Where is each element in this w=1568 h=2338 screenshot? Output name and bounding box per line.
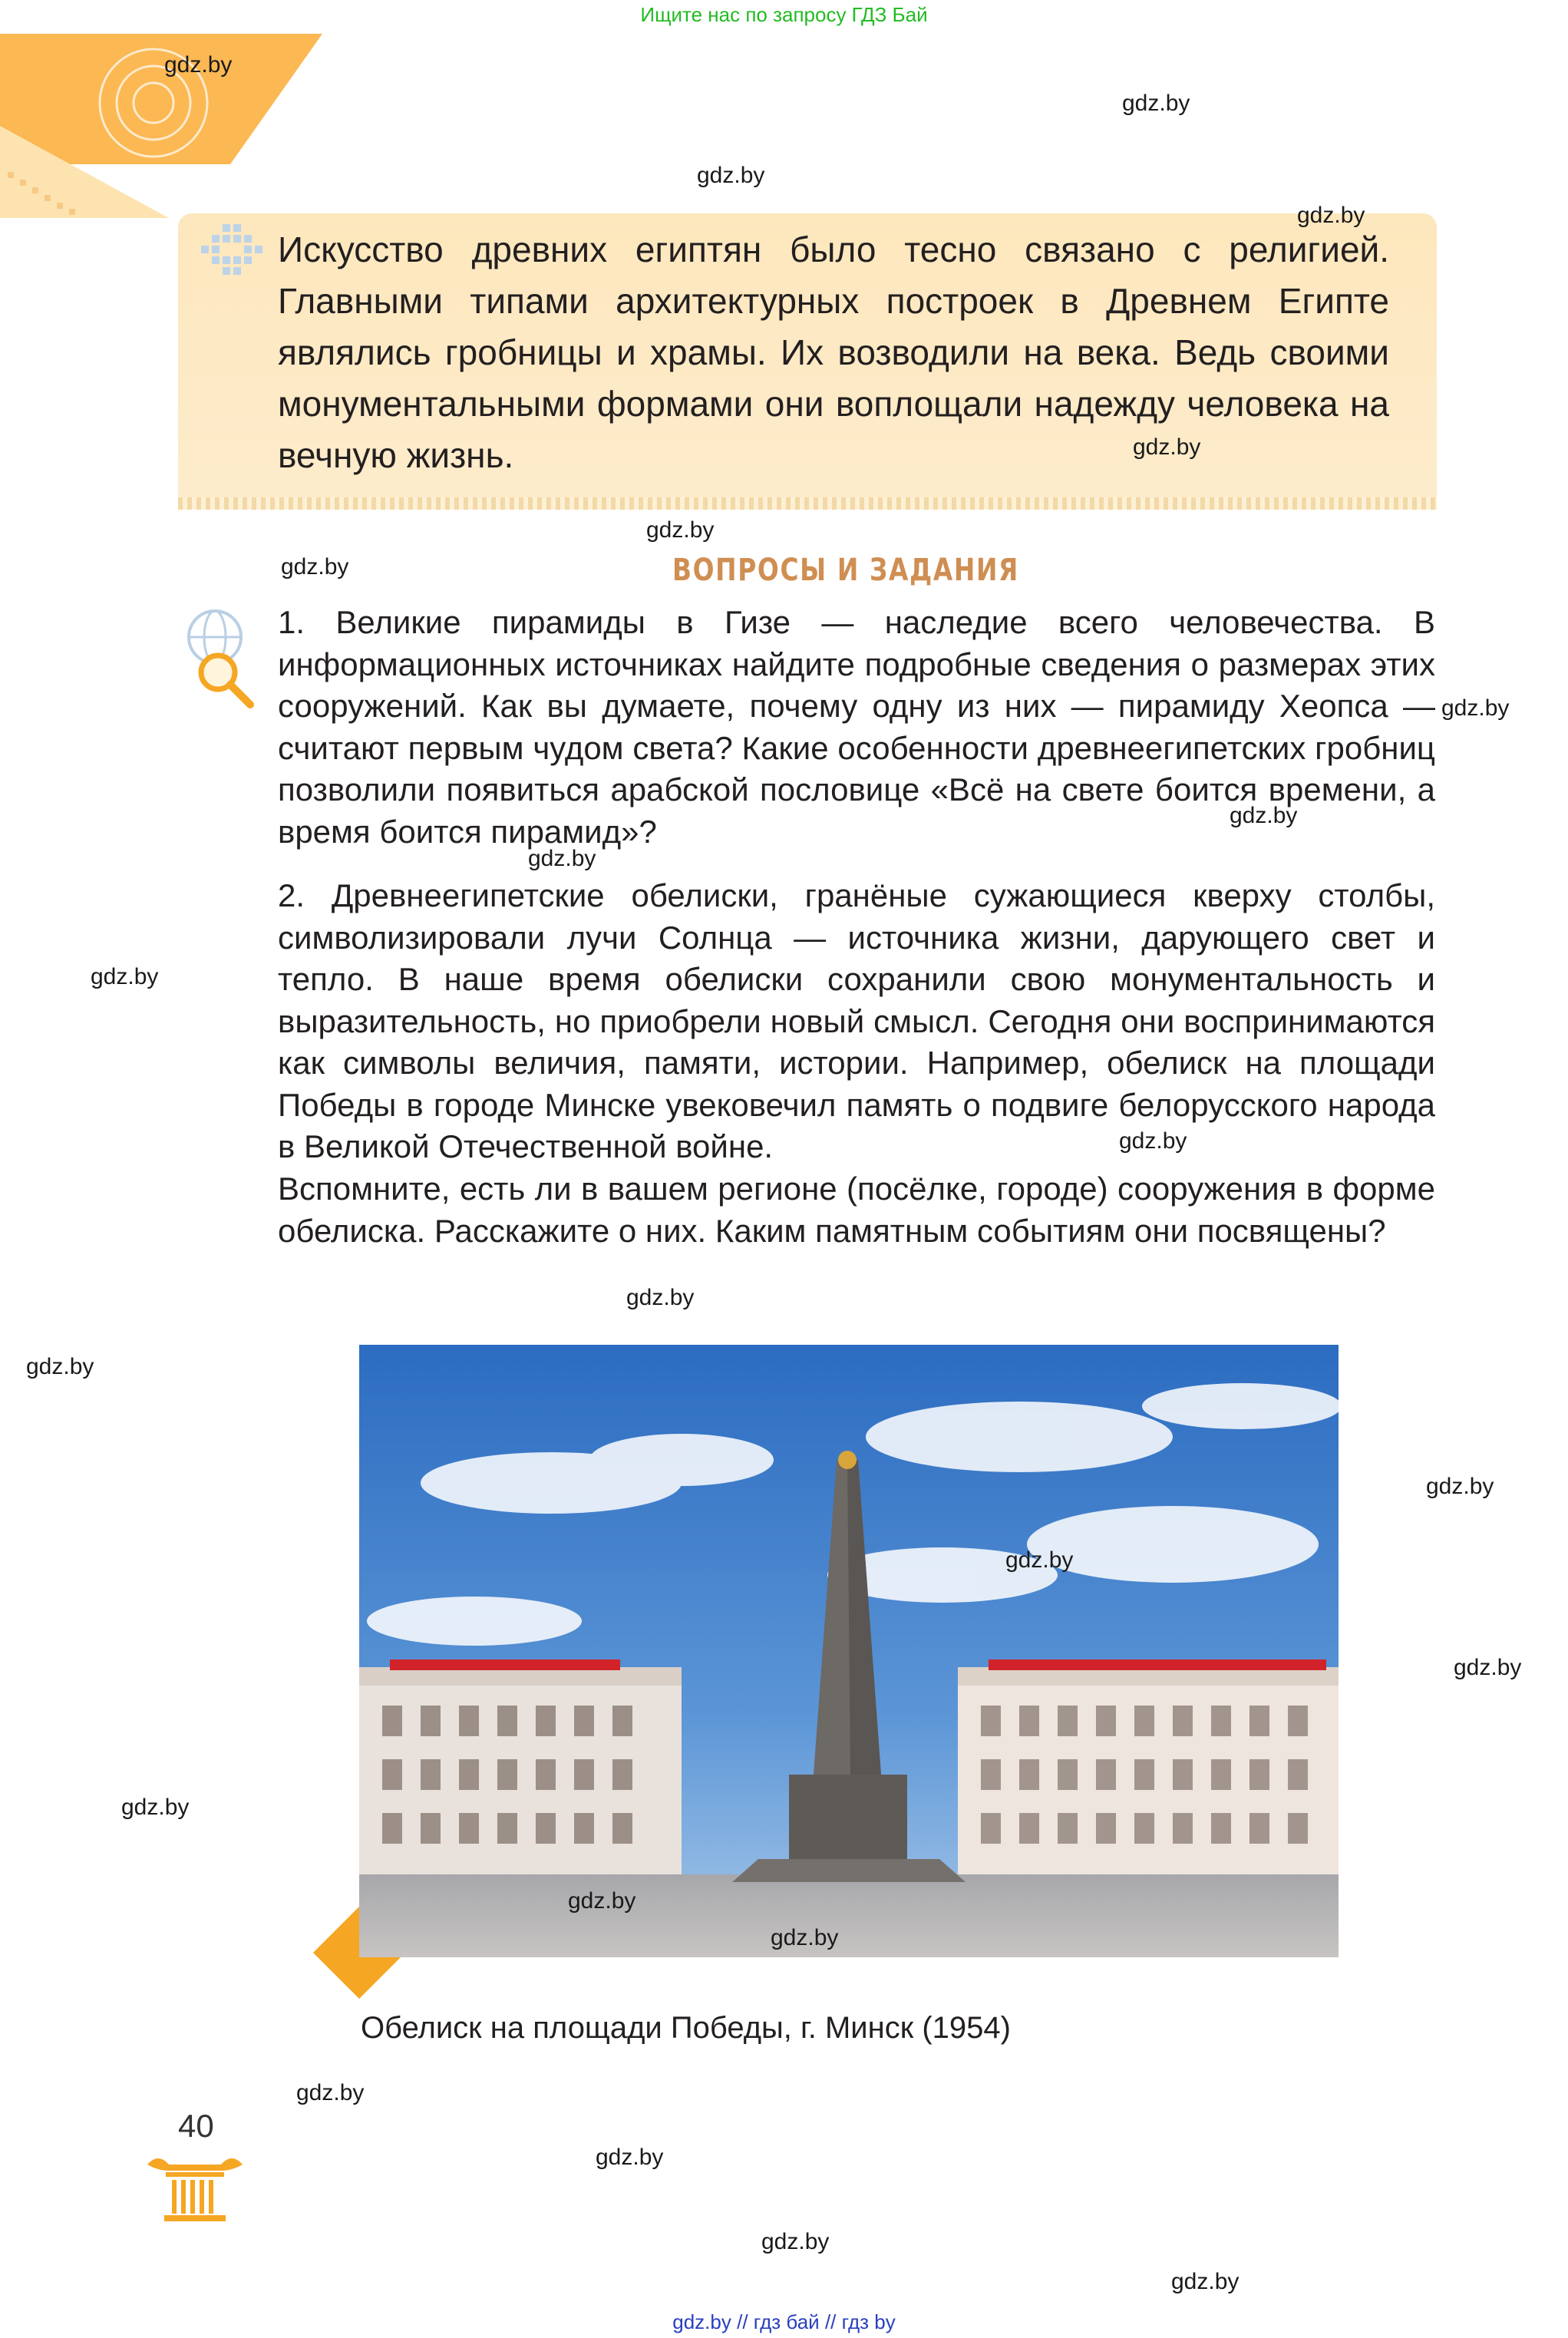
intro-box-border [178, 497, 1437, 510]
section-title: ВОПРОСЫ И ЗАДАНИЯ [672, 553, 1019, 588]
magnifier-globe-icon [173, 606, 266, 722]
watermark: gdz.by [1426, 1474, 1494, 1499]
watermark: gdz.by [771, 1925, 839, 1950]
page-number: 40 [178, 2108, 214, 2144]
pattern-icon [184, 216, 284, 316]
watermark: gdz.by [1119, 1128, 1187, 1154]
search-promo-link[interactable]: Ищите нас по запросу ГДЗ Бай [640, 3, 928, 26]
watermark: gdz.by [296, 2080, 365, 2105]
watermark: gdz.by [121, 1795, 190, 1820]
footer-link-gdz-bai[interactable]: гдз бай [753, 2310, 820, 2333]
watermark: gdz.by [596, 2145, 664, 2170]
watermark: gdz.by [761, 2229, 830, 2254]
watermark: gdz.by [528, 846, 596, 871]
watermark: gdz.by [1171, 2269, 1240, 2294]
watermark: gdz.by [1005, 1547, 1074, 1573]
watermark: gdz.by [1133, 434, 1201, 460]
column-icon [143, 2149, 247, 2223]
corner-ornament [0, 34, 322, 218]
task-2-followup: Вспомните, есть ли в вашем регионе (посёлке, городе) сооружения в форме обелиска. Расскажите о них. Каким памятным событиям они посвящены? [278, 1171, 1435, 1249]
footer-link-gdz[interactable]: gdz.by [672, 2310, 731, 2333]
watermark: gdz.by [626, 1285, 695, 1310]
watermark: gdz.by [1441, 695, 1510, 721]
intro-paragraph: Искусство древних египтян было тесно связано с религией. Главными типами архитектурных построек в Древнем Египте являлись гробницы и храмы. Их возводили на века. Ведь своими монументальными формами они воплощали надежду человека на вечную жизнь. [278, 230, 1389, 475]
watermark: gdz.by [1454, 1655, 1522, 1680]
watermark: gdz.by [568, 1888, 636, 1914]
watermark: gdz.by [646, 517, 715, 543]
watermark: gdz.by [26, 1354, 94, 1379]
footer-links [0, 2310, 1568, 2334]
watermark: gdz.by [1230, 803, 1298, 828]
watermark: gdz.by [1297, 203, 1365, 228]
watermark: gdz.by [91, 964, 159, 989]
watermark: gdz.by [164, 52, 233, 78]
task-1: 1. Великие пирамиды в Гизе — наследие всего человечества. В информационных источниках найдите подробные сведения о размерах этих сооружений. Как вы думаете, почему одну из них — пирамиду Хеопса — считают первым чудом света? Какие особенности древнеегипетских гробниц позволили появиться арабской пословице «Всё на свете боится времени, а время боится пирамид»? [278, 604, 1435, 850]
watermark: gdz.by [697, 163, 765, 188]
footer-separator: // [824, 2310, 837, 2333]
watermark: gdz.by [1122, 91, 1190, 116]
obelisk-photo [359, 1345, 1339, 1957]
footer-separator: // [737, 2310, 748, 2333]
footer-link-gdz-by[interactable]: гдз by [841, 2310, 896, 2333]
watermark: gdz.by [281, 554, 349, 580]
task-2: 2. Древнеегипетские обелиски, гранёные сужающиеся кверху столбы, символизировали лучи Солнца — источника жизни, дарующего свет и тепло. В наше время обелиски сохранили свою монументальность и выразительность, но приобрели новый смысл. Сегодня они воспринимаются как символы величия, памяти, истории. Например, обелиск на площади Победы в городе Минске увековечил память о подвиге белорусского народа в Великой Отечественной войне. [278, 877, 1435, 1164]
figure-caption: Обелиск на площади Победы, г. Минск (1954) [361, 2011, 1011, 2045]
